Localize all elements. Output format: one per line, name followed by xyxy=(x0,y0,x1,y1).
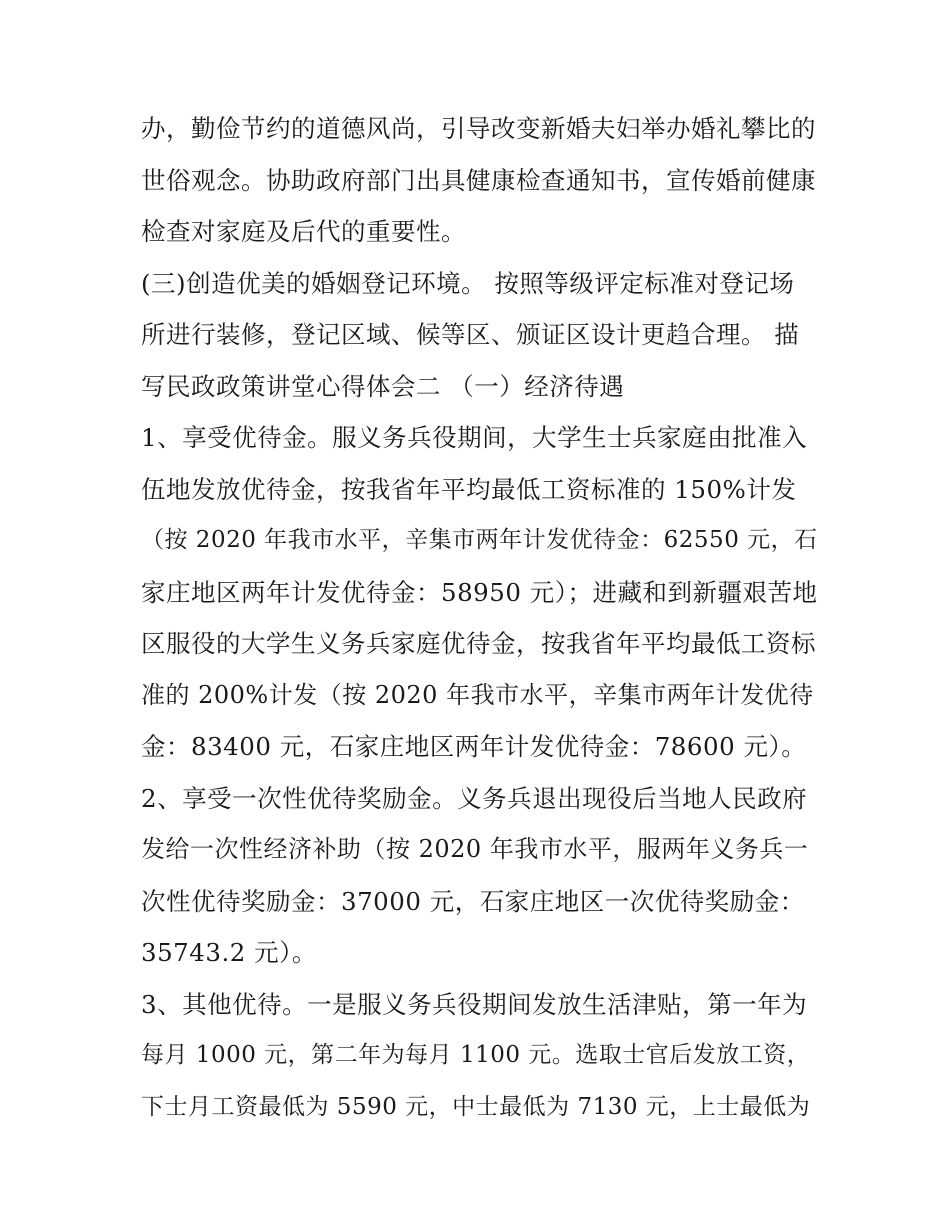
list-item-line: 2、享受一次性优待奖励金。义务兵退出现役后当地人民政府 xyxy=(141,783,808,813)
text-line: 伍地发放优待金，按我省年平均最低工资标准的 150%计发 xyxy=(141,474,797,504)
text-line: 下士月工资最低为 5590 元，中士最低为 7130 元，上士最低为 xyxy=(141,1093,811,1120)
text-line: 每月 1000 元，第二年为每月 1100 元。选取士官后发放工资， xyxy=(141,1042,811,1068)
text-line: 发给一次性经济补助（按 2020 年我市水平，服两年义务兵一 xyxy=(141,835,809,863)
text-line: 所进行装修，登记区域、候等区、颁证区设计更趋合理。 描 xyxy=(141,320,800,349)
text-line: 次性优待奖励金：37000 元，石家庄地区一次优待奖励金： xyxy=(141,886,805,916)
document-body xyxy=(141,103,821,1133)
text-line: 家庄地区两年计发优待金：58950 元）；进藏和到新疆艰苦地 xyxy=(141,577,818,607)
section-heading-line: (三)创造优美的婚姻登记环境。 按照等级评定标准对登记场 xyxy=(141,268,795,298)
text-line: 区服役的大学生义务兵家庭优待金，按我省年平均最低工资标 xyxy=(141,629,816,658)
text-line: 写民政政策讲堂心得体会二 （一）经济待遇 xyxy=(141,371,625,401)
list-item-line: 3、其他优待。一是服义务兵役期间发放生活津贴，第一年为 xyxy=(141,989,808,1019)
text-line: 35743.2 元）。 xyxy=(141,938,317,967)
text-line: （按 2020 年我市水平，辛集市两年计发优待金：62550 元，石 xyxy=(141,527,818,553)
text-line: 金：83400 元，石家庄地区两年计发优待金：78600 元）。 xyxy=(141,732,807,761)
text-line: 检查对家庭及后代的重要性。 xyxy=(141,217,466,246)
list-item-line: 1、享受优待金。服义务兵役期间，大学生士兵家庭由批准入 xyxy=(141,423,808,452)
text-line: 准的 200%计发（按 2020 年我市水平，辛集市两年计发优待 xyxy=(141,680,814,709)
text-line: 办，勤俭节约的道德风尚，引导改变新婚夫妇举办婚礼攀比的 xyxy=(141,114,816,143)
text-line: 世俗观念。协助政府部门出具健康检查通知书，宣传婚前健康 xyxy=(141,165,816,195)
